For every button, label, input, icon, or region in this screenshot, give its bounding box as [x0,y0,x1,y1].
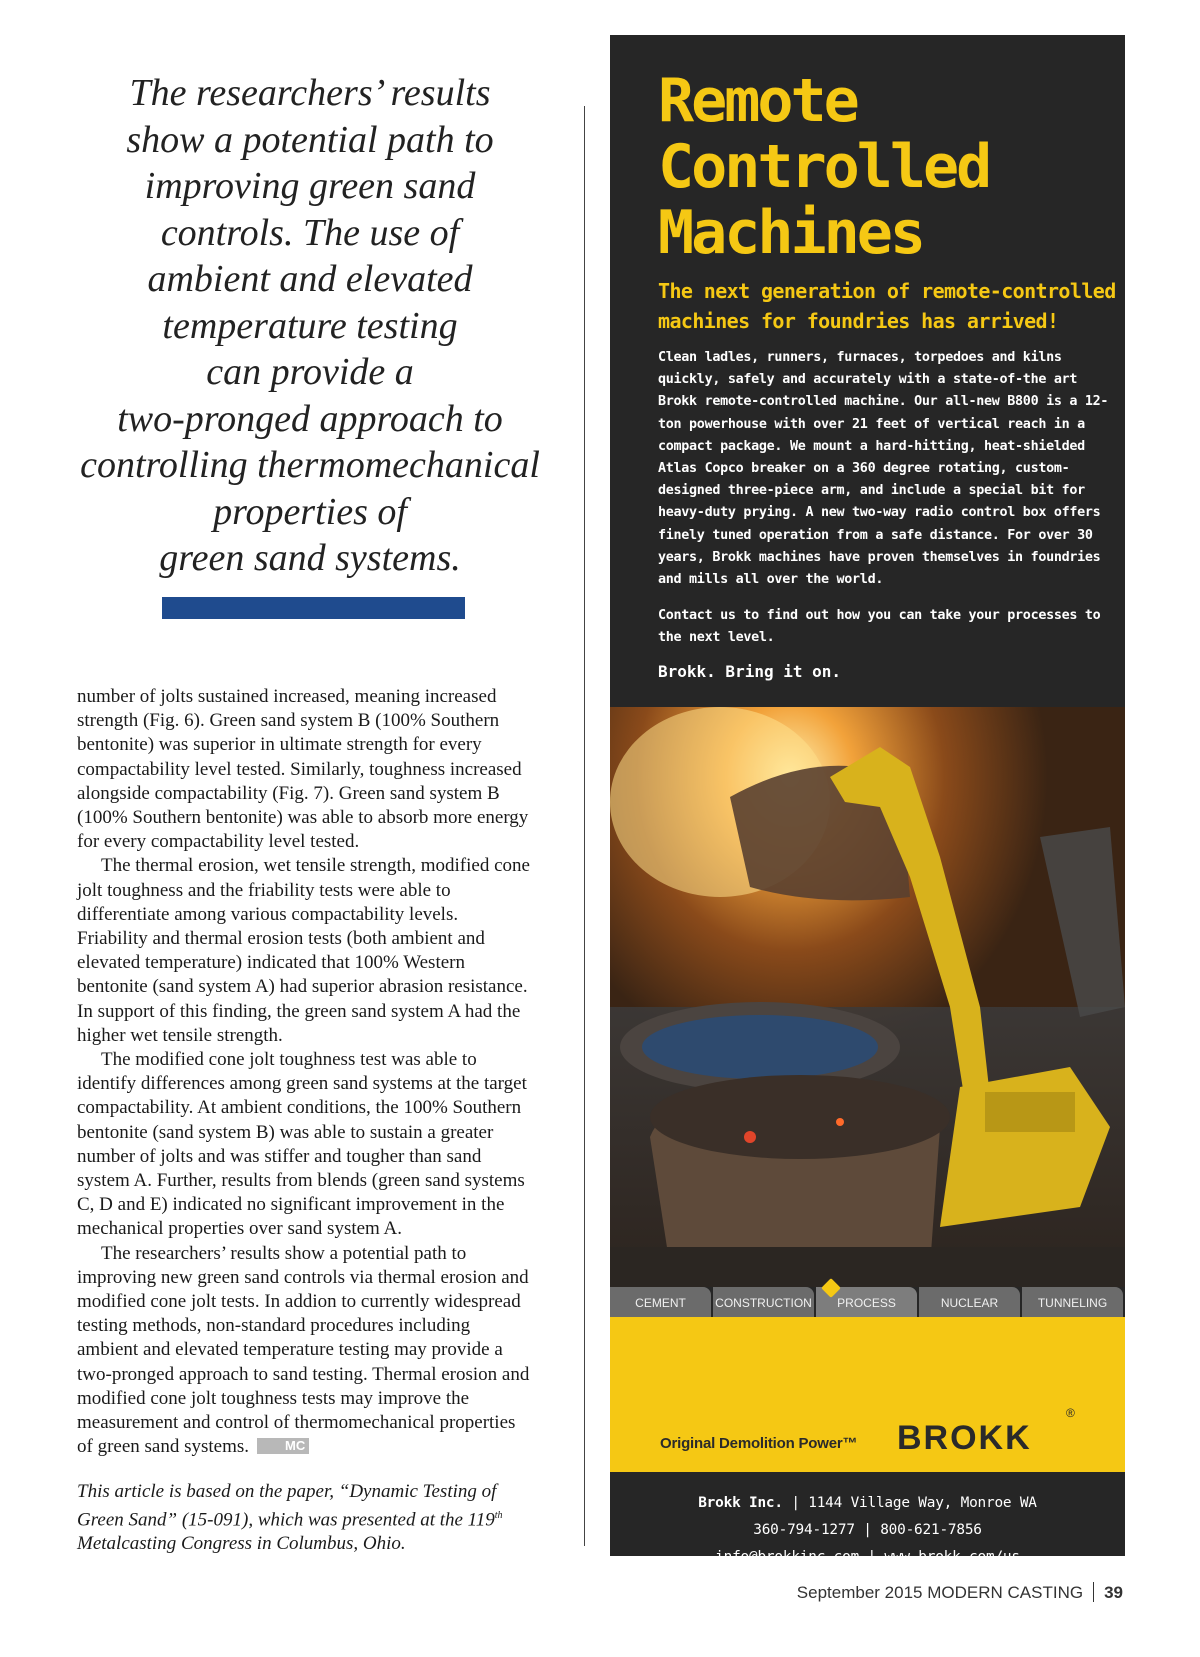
footnote-superscript: th [494,1510,503,1521]
tab-cement[interactable]: CEMENT [610,1287,711,1317]
article-paragraph-text: The researchers’ results show a potential path to improving new green sand controls via thermal erosion and modified cone jolt tests. In addion to currently widespread testing methods, non-standard procedures including ambient and elevated temperature testing may provide a two-pronged approach to sand testing. Thermal erosion and modified cone jolt toughness tests may improve the measurement and control of thermomechanical properties of green sand systems. [77,1242,530,1458]
pull-quote-line: controlling thermomechanical [80,444,540,486]
pull-quote-line: temperature testing [162,304,458,347]
pull-quote [70,70,550,582]
footnote-text: This article is based on the paper, “Dynamic Testing of Green Sand” (15-091), which was presented at the 119 [77,1481,497,1531]
pull-quote-line: two-pronged approach to [117,397,503,440]
tab-process[interactable] [816,1287,917,1317]
footnote-text-end: Metalcasting Congress in Columbus, Ohio. [77,1533,406,1555]
pull-quote-line: green sand systems. [159,537,461,579]
tab-nuclear[interactable]: NUCLEAR [919,1287,1020,1317]
pull-quote-line: improving green sand [144,165,476,207]
ad-address-line [610,1490,1125,1517]
footer-separator [1093,1582,1094,1602]
ad-contact-block [610,1490,1125,1571]
industry-tabs [610,1287,1125,1317]
ad-company-name: Brokk Inc. [698,1495,783,1511]
article-paragraph: The modified cone jolt toughness test was able to identify differences among green sand systems at the target compactability. At ambient conditions, the 100% Southern bentonite (sand system B) was able to sustain a greater number of jolts and was stiffer and tougher than sand system A. Further, results from blends (green sand systems C, D and E) indicated no significant improvement in the mechanical properties over sand system A. [77,1049,527,1240]
ad-web-links[interactable]: info@brokkinc.com | www.brokk.com/us [715,1549,1020,1565]
ad-headline-line: Machines [658,198,923,268]
ad-slogan: Brokk. Bring it on. [658,662,842,681]
tab-tunneling[interactable]: TUNNELING [1022,1287,1123,1317]
column-divider [584,106,585,1546]
pull-quote-line: controls. The use of [160,211,460,254]
pull-quote-line: can provide a [206,351,414,393]
pull-quote-bar [162,597,465,619]
page-footer [797,1582,1123,1603]
ad-contact-text: Contact us to find out how you can take your processes to the next level. [658,608,1101,646]
registered-mark: ® [1066,1406,1075,1420]
end-mark-badge: MC [257,1438,309,1454]
tab-process-label: PROCESS [837,1296,896,1310]
article-paragraph-last [77,1242,533,1460]
ad-tagline: Original Demolition Power™ [660,1435,858,1452]
article-footnote [77,1480,547,1556]
ad-headline-line: Remote [658,66,857,136]
ad-subheadline: The next generation of remote-controlled machines for foundries has arrived! [658,279,1116,333]
pull-quote-line: The researchers’ results [129,72,491,114]
tab-construction[interactable]: CONSTRUCTION [713,1287,814,1317]
article-body [77,685,533,1460]
article-paragraph: number of jolts sustained increased, meaning increased strength (Fig. 6). Green sand system B (100% Southern bentonite) was superior in ultimate strength for every compactability level tested. Similarly, toughness increased alongside compactability (Fig. 7). Green sand system B (100% Southern bentonite) was able to absorb more energy for every compactability level tested. [77,686,529,853]
ad-headline [658,68,1118,266]
brokk-logo: BROKK [897,1419,1032,1457]
pull-quote-line: ambient and elevated [147,258,473,300]
article-paragraph: The thermal erosion, wet tensile strength, modified cone jolt toughness and the friability tests were able to differentiate among various compactability levels. Friability and thermal erosion tests (both ambient and elevated temperature) indicated that 100% Western bentonite (sand system A) had superior abrasion resistance. In support of this finding, the green sand system A had the higher wet tensile strength. [77,855,530,1046]
pull-quote-line: properties of [213,490,407,533]
issue-date: September 2015 [796,1583,923,1602]
magazine-name: MODERN CASTING [927,1583,1084,1602]
foundry-machine-photo [610,707,1125,1287]
pull-quote-line: show a potential path to [126,118,494,161]
ad-address: | 1144 Village Way, Monroe WA [782,1495,1037,1511]
ad-headline-line: Controlled [658,132,990,202]
ad-phones: 360-794-1277 | 800-621-7856 [753,1522,982,1538]
page-number: 39 [1104,1583,1123,1602]
brokk-advertisement[interactable] [610,35,1125,1565]
ad-body-text: Clean ladles, runners, furnaces, torpedoes and kilns quickly, safely and accurately with a state-of-the art Brokk remote-controlled machine. Our all-new B800 is a 12-ton powerhouse with over 21 feet of vertical reach in a compact package. We mount a hard-hitting, heat-shielded Atlas Copco breaker on a 360 degree rotating, custom-designed three-piece arm, and include a special bit for heavy-duty prying. A new two-way radio control box offers finely tuned operation from a safe distance. For over 30 years, Brokk machines have proven themselves in foundries and mills all over the world. [658,350,1109,588]
